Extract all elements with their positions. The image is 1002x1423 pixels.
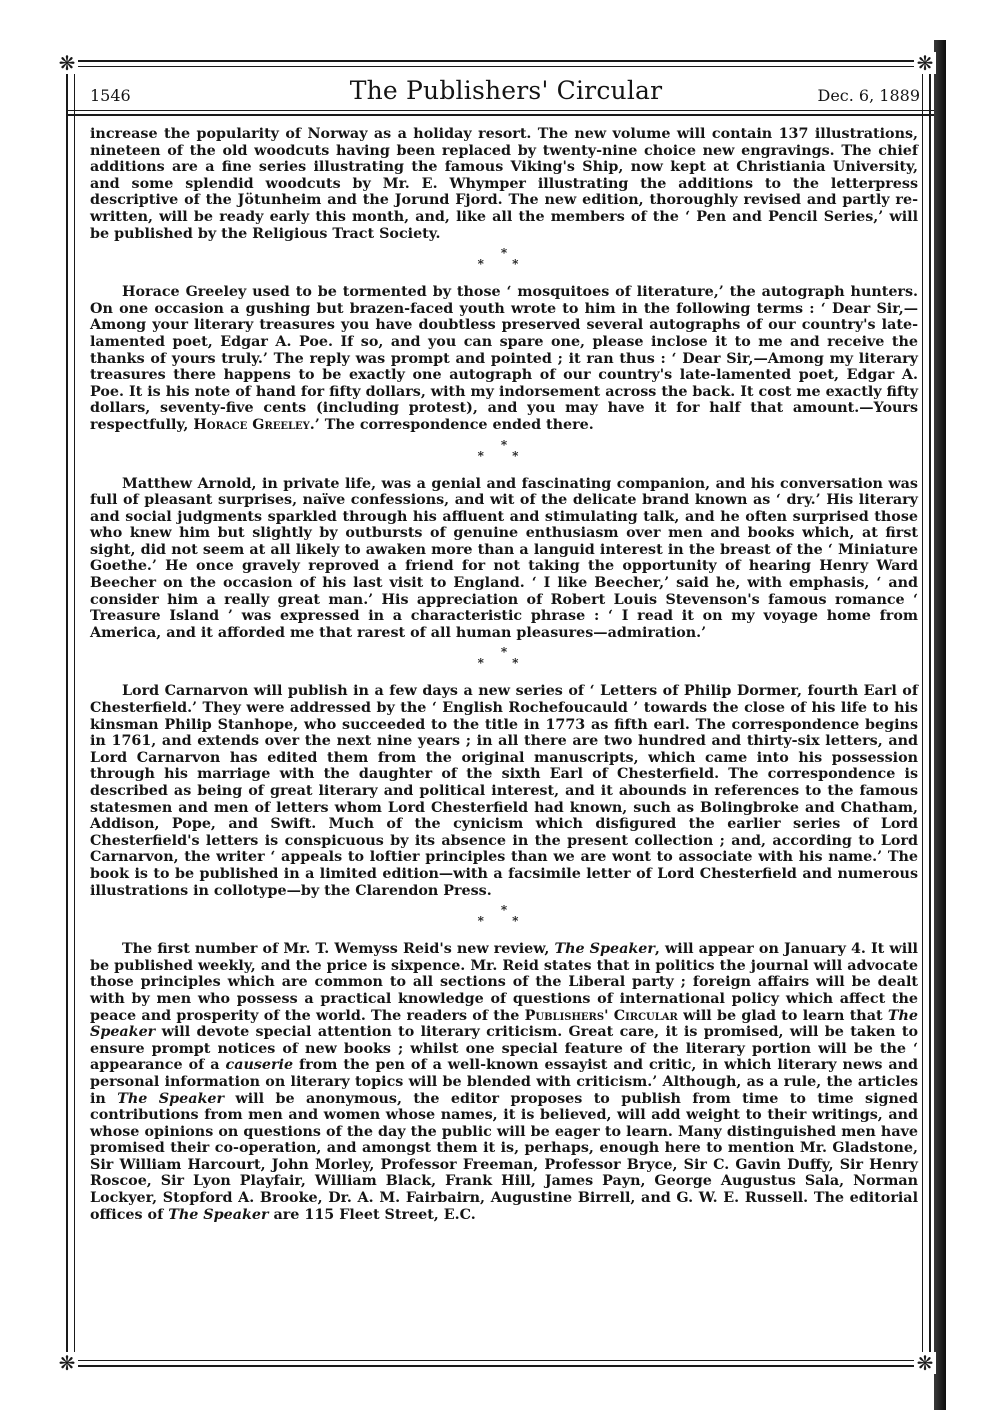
paragraph-arnold: Matthew Arnold, in private life, was a genial and fascinating companion, and his conversation was full of pleasant surprises, naïve confessions, and wit of the delicate brand known as ‘ dry.’ His literary and social judgments sparkled through his affluent and stimulating talk, and he often surprised those who knew him but slightly by outbursts of genuine enthusiasm over men and books which, at first sight, did not seem at all likely to awaken more than a languid interest in the breast of the ‘ Miniature Goethe.’ He once gravely reproved a friend for not taking the opportunity of hearing Henry Ward Beecher on the occasion of his last visit to England. ‘ I like Beecher,’ said he, with emphasis, ‘ and consider him a really great man.’ His appreciation of Robert Louis Stevenson's famous romance ‘ Treasure Island ’ was expressed in a characteristic phrase : ‘ I read it on my voyage home from America, and it afforded me that rarest of all human pleasures—admiration.’ <box>90 475 918 641</box>
corner-ornament-icon: ❋ <box>914 1352 936 1374</box>
asterism-top: * <box>500 645 508 660</box>
asterism-bottom: * * <box>477 257 531 272</box>
page-number: 1546 <box>90 86 131 105</box>
section-divider <box>90 647 918 669</box>
speaker-text: are 115 Fleet Street, E.C. <box>268 1206 476 1223</box>
paragraph-greeley <box>90 284 918 433</box>
speaker-text: will be anonymous, the editor proposes to publish from time to time signed contributions from men and women whose names, it is believed, will add weight to their writings, and whose opinions on questions of the day the public will be eager to learn. Many distinguished men have promised their co-operation, and amongst them it is, perhaps, enough here to mention Mr. Gladstone, Sir William Harcourt, John Morley, Professor Freeman, Professor Bryce, Sir C. Gavin Duffy, Sir Henry Roscoe, Sir Lyon Playfair, William Black, Frank Hill, James Payn, George Augustus Sala, Norman Lockyer, Stopford A. Brooke, Dr. A. M. Fairbairn, Augustine Birrell, and G. W. E. Russell. The editorial offices of <box>90 1090 918 1223</box>
greeley-text: Horace Greeley used to be tormented by those ‘ mosquitoes of literature,’ the autograph hunters. On one occasion a gushing but brazen-faced youth wrote to him in the following terms : ‘ Dear Sir,—Among your literary treasures you have doubtless preserved several autographs of our country's late-lamented poet, Edgar A. Poe. If so, and you can spare one, please inclose it to me and receive the thanks of yours truly.’ The reply was prompt and pointed ; it ran thus : ‘ Dear Sir,—Among my literary treasures there happens to be exactly one autograph of our country's late-lamented poet, Edgar A. Poe. It is his note of hand for fifty dollars, with my indorsement across the back. It cost me exactly fifty dollars, seventy-five cents (including protest), and you may have it for half that amount.—Yours respectfully, <box>90 284 918 433</box>
speaker-title: The Speaker <box>168 1206 269 1223</box>
border-top-rule <box>66 60 934 67</box>
paragraph-speaker <box>90 941 918 1223</box>
speaker-text: The first number of Mr. T. Wemyss Reid's new review, <box>122 941 555 958</box>
asterism-bottom: * * <box>477 448 531 463</box>
asterism-top: * <box>500 903 508 918</box>
border-right-rule <box>922 60 931 1366</box>
causerie-word: causerie <box>225 1057 294 1074</box>
asterism-top: * <box>500 246 508 261</box>
greeley-signature: Horace Greeley <box>193 416 310 433</box>
circular-title: Publishers' Circular <box>524 1007 678 1024</box>
section-divider <box>90 248 918 270</box>
speaker-text: , will appear on January 4. It will be published weekly, and the price is sixpence. Mr. Reid states that in politics the journal will advocate those principles which are common to all sections of the Liberal party ; foreign affairs will be dealt with by men who possess a practical knowledge of questions of international policy which affect the peace and prosperity of the world. The readers of the <box>90 941 918 1024</box>
asterism-bottom: * * <box>477 914 531 929</box>
speaker-text: from the pen of a well-known essayist and critic, in which literary news and personal information on literary topics will be blended with criticism.’ Although, as a rule, the articles in <box>90 1057 918 1107</box>
page-header <box>86 74 926 108</box>
section-divider <box>90 437 918 463</box>
speaker-text: will be glad to learn that <box>677 1007 888 1024</box>
speaker-title: The Speaker <box>117 1090 225 1107</box>
publication-title: The Publishers' Circular <box>349 76 663 105</box>
asterism-top: * <box>500 437 508 452</box>
paragraph-norway: increase the popularity of Norway as a holiday resort. The new volume will contain 137 illustrations, nineteen of the old woodcuts having been replaced by twenty-nine choice new engravings. The chief additions are a fine series illustrating the famous Viking's Ship, now kept at Christiania University, and some splendid woodcuts by Mr. E. Whymper illustrating the additions to the letterpress descriptive of the Jötunheim and the Jorund Fjord. The new edition, thoroughly revised and partly re-written, will be ready early this month, and, like all the members of the ‘ Pen and Pencil Series,’ will be published by the Religious Tract Society. <box>90 126 918 242</box>
paragraph-carnarvon: Lord Carnarvon will publish in a few days a new series of ‘ Letters of Philip Dormer, fourth Earl of Chesterfield.’ They were addressed by the ‘ English Rochefoucauld ’ towards the close of his life to his kinsman Philip Stanhope, who succeeded to the title in 1773 as fifth earl. The correspondence begins in 1761, and extends over the next nine years ; in all there are two hundred and thirty-six letters, and Lord Carnarvon has edited them from the original manuscripts, which came into his possession through his marriage with the daughter of the sixth Earl of Chesterfield. The correspondence is described as being of great literary and political interest, and it abounds in references to the famous statesmen and men of letters whom Lord Chesterfield had known, such as Bolingbroke and Chatham, Addison, Pope, and Swift. Much of the cynicism which disfigured the earlier series of Lord Chesterfield's letters is conspicuous by its absence in the present collection ; and, according to Lord Carnarvon, the writer ‘ appeals to loftier principles than we are wont to associate with his name.’ The book is to be published in a limited edition—with a facsimile letter of Lord Chesterfield and numerous illustrations in collotype—by the Clarendon Press. <box>90 683 918 899</box>
corner-ornament-icon: ❋ <box>56 1352 78 1374</box>
border-bottom-rule <box>66 1360 934 1367</box>
border-left-rule <box>66 60 75 1366</box>
section-divider <box>90 905 918 927</box>
speaker-text: will devote special attention to literary criticism. Great care, it is promised, will be taken to ensure prompt notices of new books ; whilst one special feature of the literary portion will be the ‘ appearance of a <box>90 1024 918 1074</box>
speaker-title: The Speaker <box>554 941 655 958</box>
issue-date: Dec. 6, 1889 <box>817 86 920 105</box>
binding-shadow <box>934 40 946 1410</box>
speaker-title: The Speaker <box>90 1007 918 1041</box>
asterism-bottom: * * <box>477 656 531 671</box>
header-rule <box>66 110 934 116</box>
article-body <box>90 126 918 1223</box>
corner-ornament-icon: ❋ <box>56 52 78 74</box>
corner-ornament-icon: ❋ <box>914 52 936 74</box>
greeley-end: .’ The correspondence ended there. <box>309 416 594 433</box>
